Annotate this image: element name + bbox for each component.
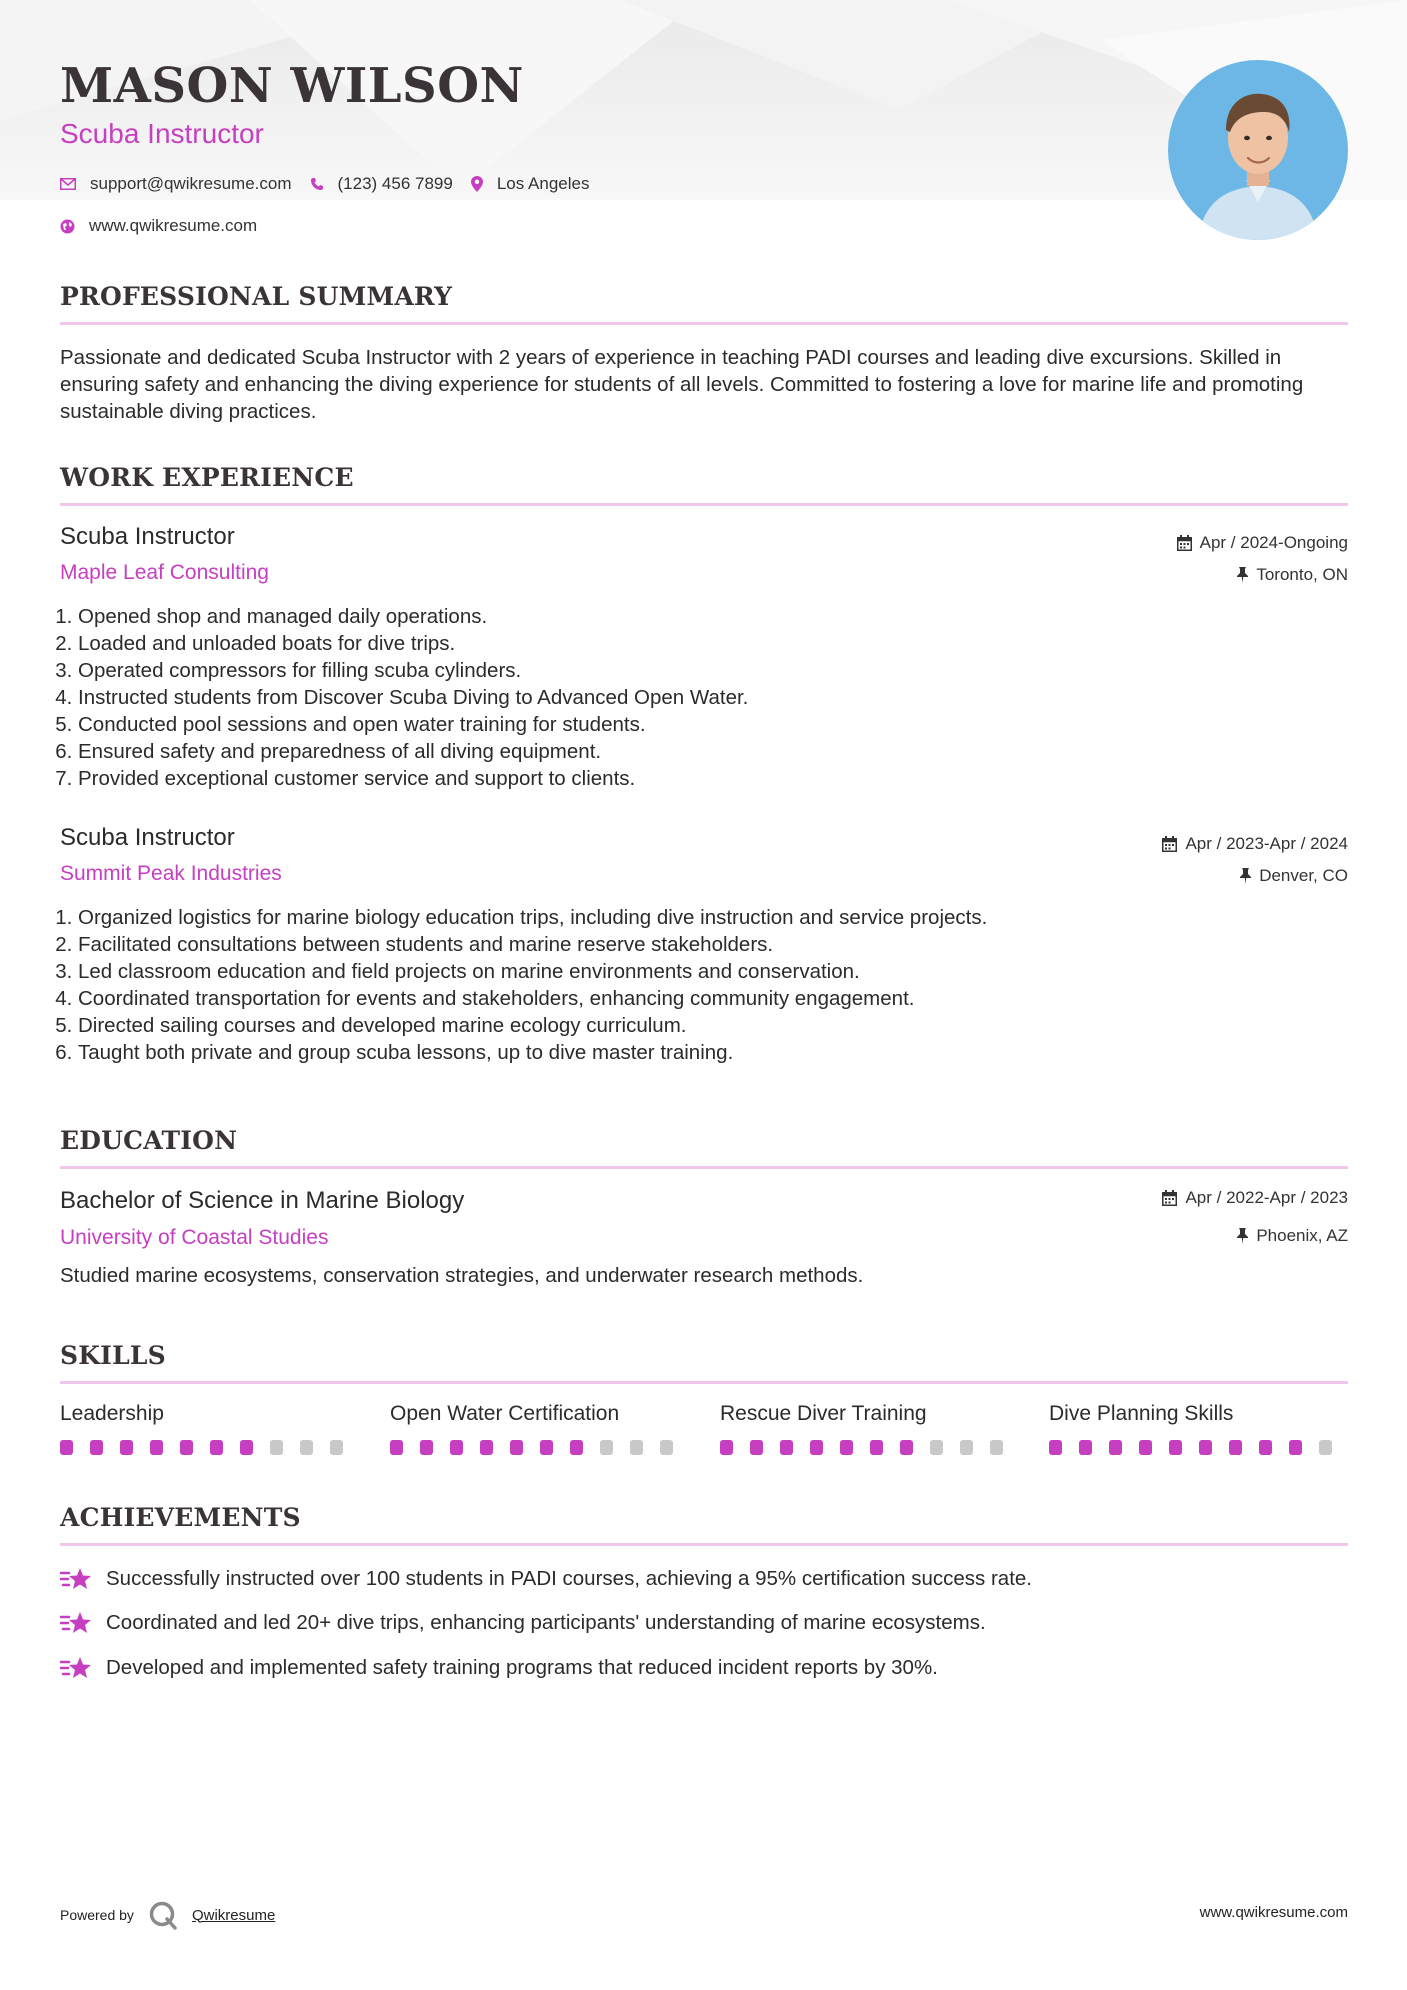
calendar-icon bbox=[1162, 836, 1177, 852]
skill-dot-filled bbox=[390, 1440, 403, 1455]
skill-item bbox=[720, 1402, 1020, 1455]
skill-dot-filled bbox=[510, 1440, 523, 1455]
skill-dot-filled bbox=[210, 1440, 223, 1455]
skill-dot-filled bbox=[1289, 1440, 1302, 1455]
list-item: 5. Conducted pool sessions and open water training for students. bbox=[78, 711, 1348, 738]
list-item: 6. Ensured safety and preparedness of all diving equipment. bbox=[78, 738, 1348, 765]
skill-dot-filled bbox=[240, 1440, 253, 1455]
experience-divider bbox=[60, 503, 1348, 506]
website-text: www.qwikresume.com bbox=[89, 216, 258, 235]
pushpin-icon bbox=[1237, 567, 1248, 583]
skill-dot-empty bbox=[960, 1440, 973, 1455]
skill-dot-empty bbox=[1319, 1440, 1332, 1455]
candidate-role: Scuba Instructor bbox=[60, 118, 264, 149]
globe-icon bbox=[60, 219, 75, 234]
skill-rating bbox=[60, 1440, 360, 1455]
job-1-location bbox=[1237, 565, 1348, 585]
skill-dot-filled bbox=[180, 1440, 193, 1455]
skill-dot-filled bbox=[900, 1440, 913, 1455]
job-2-dates-text: Apr / 2023-Apr / 2024 bbox=[1185, 834, 1348, 853]
profile-photo bbox=[1168, 60, 1348, 240]
skill-dot-filled bbox=[1109, 1440, 1122, 1455]
footer-powered-by bbox=[60, 1900, 275, 1930]
skill-dot-filled bbox=[810, 1440, 823, 1455]
education-location-text: Phoenix, AZ bbox=[1256, 1226, 1348, 1245]
list-item: 1. Organized logistics for marine biology education trips, including dive instruction and service projects. bbox=[78, 904, 1348, 931]
list-item: 4. Instructed students from Discover Scuba Diving to Advanced Open Water. bbox=[78, 684, 1348, 711]
contact-row-primary bbox=[60, 174, 607, 194]
skill-name: Rescue Diver Training bbox=[720, 1402, 927, 1425]
summary-text: Passionate and dedicated Scuba Instructor with 2 years of experience in teaching PADI courses and leading dive excursions. Skilled in ensuring safety and enhancing the diving experience for students of all levels. Committed to fostering a love for marine life and promoting sustainable diving practices. bbox=[60, 346, 1304, 423]
list-item: 3. Led classroom education and field projects on marine environments and conservation. bbox=[78, 958, 1348, 985]
contact-row-secondary bbox=[60, 216, 275, 236]
skill-item bbox=[390, 1402, 690, 1455]
location-text: Los Angeles bbox=[496, 174, 590, 193]
qwikresume-link[interactable]: Qwikresume bbox=[191, 1906, 276, 1924]
skill-dot-filled bbox=[720, 1440, 733, 1455]
job-2-company: Summit Peak Industries bbox=[60, 862, 282, 885]
skill-dot-empty bbox=[300, 1440, 313, 1455]
skill-name: Open Water Certification bbox=[390, 1402, 620, 1425]
skill-item bbox=[1049, 1402, 1349, 1455]
phone-text: (123) 456 7899 bbox=[337, 174, 453, 193]
education-school: University of Coastal Studies bbox=[60, 1226, 329, 1249]
skill-dot-empty bbox=[660, 1440, 673, 1455]
skill-dot-filled bbox=[540, 1440, 553, 1455]
achievement-item bbox=[60, 1566, 1032, 1592]
skill-dot-filled bbox=[1169, 1440, 1182, 1455]
skill-dot-filled bbox=[570, 1440, 583, 1455]
education-dates-text: Apr / 2022-Apr / 2023 bbox=[1185, 1188, 1348, 1207]
job-1-dates-text: Apr / 2024-Ongoing bbox=[1199, 533, 1348, 552]
envelope-icon bbox=[60, 178, 76, 190]
skill-dot-filled bbox=[840, 1440, 853, 1455]
job-2-dates bbox=[1162, 834, 1348, 854]
job-2-title: Scuba Instructor bbox=[60, 824, 235, 851]
map-pin-icon bbox=[471, 176, 483, 192]
skill-dot-empty bbox=[270, 1440, 283, 1455]
achievement-text: Coordinated and led 20+ dive trips, enhancing participants' understanding of marine ecosystems. bbox=[106, 1611, 986, 1634]
education-location bbox=[1237, 1226, 1348, 1246]
education-divider bbox=[60, 1166, 1348, 1169]
skill-rating bbox=[720, 1440, 1020, 1455]
achievement-text: Successfully instructed over 100 students in PADI courses, achieving a 95% certification success rate. bbox=[106, 1567, 1032, 1590]
skills-heading: SKILLS bbox=[60, 1341, 166, 1370]
achievement-text: Developed and implemented safety training programs that reduced incident reports by 30%. bbox=[106, 1656, 938, 1679]
list-item: 6. Taught both private and group scuba lessons, up to dive master training. bbox=[78, 1039, 1348, 1066]
education-dates bbox=[1162, 1188, 1348, 1208]
skill-dot-filled bbox=[1049, 1440, 1062, 1455]
list-item: 2. Facilitated consultations between students and marine reserve stakeholders. bbox=[78, 931, 1348, 958]
skill-name: Dive Planning Skills bbox=[1049, 1402, 1234, 1425]
summary-heading: PROFESSIONAL SUMMARY bbox=[60, 282, 453, 311]
contact-website[interactable] bbox=[60, 216, 257, 236]
pushpin-icon bbox=[1240, 868, 1251, 884]
candidate-name: MASON WILSON bbox=[60, 58, 524, 114]
skill-dot-empty bbox=[930, 1440, 943, 1455]
skill-dot-filled bbox=[780, 1440, 793, 1455]
calendar-icon bbox=[1177, 535, 1192, 551]
skill-rating bbox=[1049, 1440, 1349, 1455]
skill-dot-filled bbox=[120, 1440, 133, 1455]
skill-item bbox=[60, 1402, 360, 1455]
summary-divider bbox=[60, 322, 1348, 325]
achievements-divider bbox=[60, 1543, 1348, 1546]
pushpin-icon bbox=[1237, 1228, 1248, 1244]
skill-dot-filled bbox=[870, 1440, 883, 1455]
shooting-star-icon bbox=[60, 1566, 92, 1592]
list-item: 7. Provided exceptional customer service and support to clients. bbox=[78, 765, 1348, 792]
list-item: 3. Operated compressors for filling scuba cylinders. bbox=[78, 657, 1348, 684]
skill-name: Leadership bbox=[60, 1402, 164, 1425]
job-2-bullets bbox=[60, 904, 1348, 1066]
skill-dot-empty bbox=[600, 1440, 613, 1455]
skill-dot-filled bbox=[1199, 1440, 1212, 1455]
skill-dot-empty bbox=[990, 1440, 1003, 1455]
skill-dot-filled bbox=[450, 1440, 463, 1455]
skill-dot-filled bbox=[420, 1440, 433, 1455]
email-text: support@qwikresume.com bbox=[90, 174, 292, 193]
powered-by-label: Powered by bbox=[60, 1907, 134, 1923]
skill-dot-filled bbox=[60, 1440, 73, 1455]
skill-dot-filled bbox=[150, 1440, 163, 1455]
education-heading: EDUCATION bbox=[60, 1126, 238, 1155]
shooting-star-icon bbox=[60, 1610, 92, 1636]
contact-location bbox=[471, 174, 590, 194]
job-1-company: Maple Leaf Consulting bbox=[60, 561, 269, 584]
skill-rating bbox=[390, 1440, 690, 1455]
skill-dot-filled bbox=[90, 1440, 103, 1455]
skill-dot-filled bbox=[1079, 1440, 1092, 1455]
education-description: Studied marine ecosystems, conservation strategies, and underwater research methods. bbox=[60, 1264, 864, 1287]
qwikresume-logo-icon bbox=[148, 1900, 178, 1930]
list-item: 2. Loaded and unloaded boats for dive trips. bbox=[78, 630, 1348, 657]
list-item: 1. Opened shop and managed daily operations. bbox=[78, 603, 1348, 630]
job-1-title: Scuba Instructor bbox=[60, 523, 235, 550]
job-1-bullets bbox=[60, 603, 1348, 792]
phone-icon bbox=[310, 177, 324, 191]
job-2-location bbox=[1240, 866, 1348, 886]
footer-website[interactable]: www.qwikresume.com bbox=[1199, 1904, 1348, 1921]
skill-dot-empty bbox=[630, 1440, 643, 1455]
skill-dot-filled bbox=[1139, 1440, 1152, 1455]
achievements-heading: ACHIEVEMENTS bbox=[60, 1503, 301, 1532]
job-1-dates bbox=[1177, 533, 1348, 553]
achievement-item bbox=[60, 1610, 986, 1636]
profile-avatar-illustration bbox=[1168, 60, 1348, 240]
achievement-item bbox=[60, 1655, 938, 1681]
shooting-star-icon bbox=[60, 1655, 92, 1681]
contact-email[interactable] bbox=[60, 174, 292, 194]
skill-dot-filled bbox=[750, 1440, 763, 1455]
skills-divider bbox=[60, 1381, 1348, 1384]
skill-dot-empty bbox=[330, 1440, 343, 1455]
contact-phone[interactable] bbox=[310, 174, 453, 194]
job-1-location-text: Toronto, ON bbox=[1256, 565, 1348, 584]
education-degree: Bachelor of Science in Marine Biology bbox=[60, 1187, 465, 1214]
skill-dot-filled bbox=[1259, 1440, 1272, 1455]
skill-dot-filled bbox=[480, 1440, 493, 1455]
skill-dot-filled bbox=[1229, 1440, 1242, 1455]
list-item: 4. Coordinated transportation for events and stakeholders, enhancing community engagement. bbox=[78, 985, 1348, 1012]
calendar-icon bbox=[1162, 1190, 1177, 1206]
job-2-location-text: Denver, CO bbox=[1259, 866, 1348, 885]
experience-heading: WORK EXPERIENCE bbox=[60, 463, 354, 492]
list-item: 5. Directed sailing courses and developed marine ecology curriculum. bbox=[78, 1012, 1348, 1039]
